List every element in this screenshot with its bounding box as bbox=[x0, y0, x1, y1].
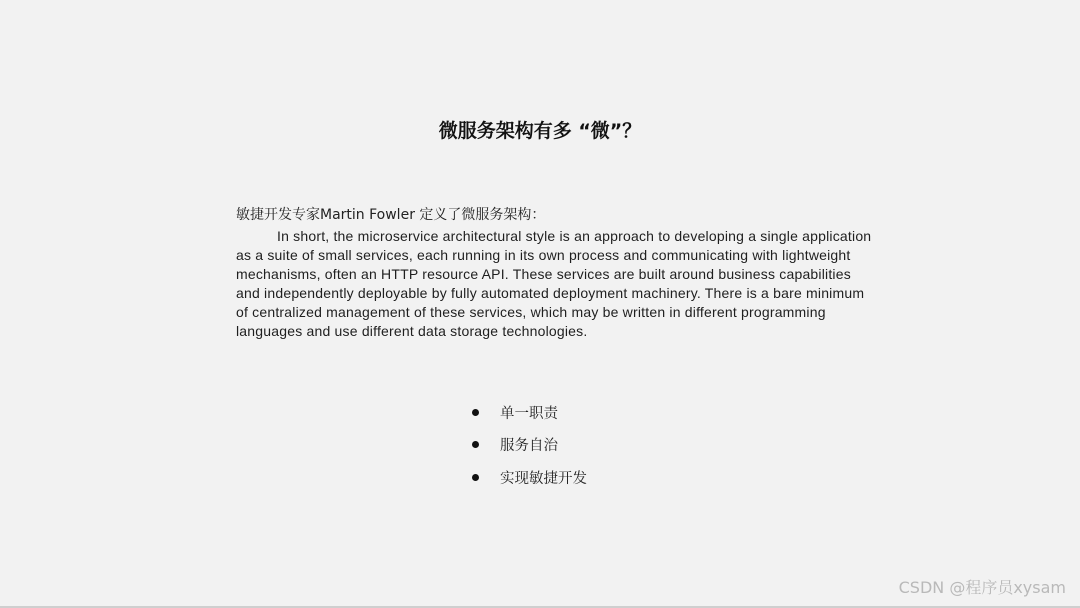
bullet-icon bbox=[472, 441, 479, 448]
bullet-list bbox=[472, 401, 587, 499]
watermark: CSDN @程序员xysam bbox=[898, 578, 1066, 597]
slide-title: 微服务架构有多 “微”？ bbox=[438, 120, 642, 142]
bullet-icon bbox=[472, 409, 479, 416]
definition-intro: 敏捷开发专家Martin Fowler 定义了微服务架构： bbox=[236, 207, 546, 223]
bullet-icon bbox=[472, 474, 479, 481]
list-item bbox=[472, 434, 587, 456]
bullet-label: 单一职责 bbox=[500, 405, 558, 422]
bullet-label: 实现敏捷开发 bbox=[500, 470, 587, 487]
list-item bbox=[472, 401, 587, 423]
bullet-label: 服务自治 bbox=[500, 438, 558, 454]
list-item bbox=[472, 466, 587, 488]
definition-quote: In short, the microservice architectural style is an approach to developing a single application as a suite of small services, each running in its own process and communicating with lightweight mechanisms, often an HTTP resource API. These services are built around business capabilities and independently deployable by fully automated deployment machinery. There is a bare minimum of centralized management of these services, which may be written in different programming languages and use different data storage technologies. bbox=[236, 228, 872, 339]
